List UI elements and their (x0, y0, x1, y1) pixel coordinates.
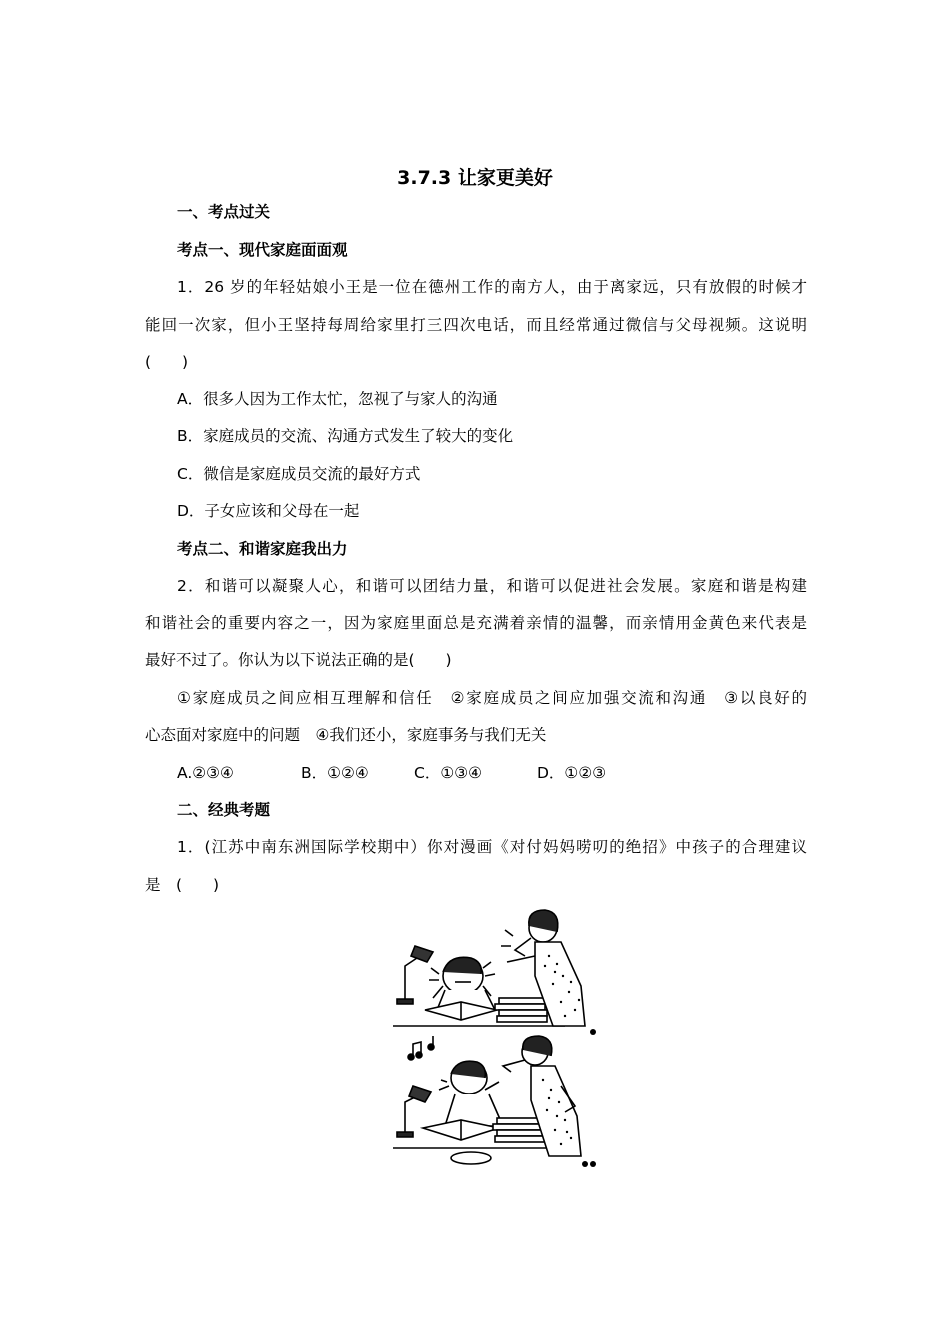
topic-heading-2: 考点二、和谐家庭我出力 (177, 540, 348, 558)
question-1-line-2: 能回一次家，但小王坚持每周给家里打三四次电话，而且经常通过微信与父母视频。这说明 (145, 316, 807, 334)
option-b: B．家庭成员的交流、沟通方式发生了较大的变化 (177, 427, 514, 445)
option-a: A．很多人因为工作太忙，忽视了与家人的沟通 (177, 390, 498, 408)
question-2-line-3: 最好不过了。你认为以下说法正确的是( ) (145, 651, 452, 669)
statements-line-1: ①家庭成员之间应相互理解和信任 ②家庭成员之间应加强交流和沟通 ③以良好的 (177, 689, 807, 707)
options-row-2 (177, 762, 807, 784)
question-1-line-3: ( ) (145, 353, 189, 371)
option-d: D．子女应该和父母在一起 (177, 502, 360, 520)
option-c: C．①③④ (414, 764, 483, 782)
option-c: C．微信是家庭成员交流的最好方式 (177, 465, 421, 483)
question-3-line-1: 1．(江苏中南东洲国际学校期中）你对漫画《对付妈妈唠叨的绝招》中孩子的合理建议 (177, 838, 807, 856)
option-b: B．①②④ (301, 764, 369, 782)
option-d: D．①②③ (537, 764, 607, 782)
statements-line-2: 心态面对家庭中的问题 ④我们还小，家庭事务与我们无关 (145, 726, 547, 744)
cartoon-illustration (385, 906, 605, 1171)
question-2-line-1: 2．和谐可以凝聚人心，和谐可以团结力量，和谐可以促进社会发展。家庭和谐是构建 (177, 577, 807, 595)
question-1-line-1: 1．26 岁的年轻姑娘小王是一位在德州工作的南方人，由于离家远，只有放假的时候才 (177, 278, 807, 296)
section-heading-2: 二、经典考题 (177, 801, 271, 819)
topic-heading-1: 考点一、现代家庭面面观 (177, 241, 348, 259)
question-3-line-2: 是 ( ) (145, 876, 220, 894)
question-2-line-2: 和谐社会的重要内容之一，因为家庭里面总是充满着亲情的温馨，而亲情用金黄色来代表是 (145, 614, 807, 632)
option-a: A.②③④ (177, 764, 234, 782)
page-title: 3.7.3 让家更美好 (397, 167, 553, 189)
section-heading-1: 一、考点过关 (177, 203, 271, 221)
